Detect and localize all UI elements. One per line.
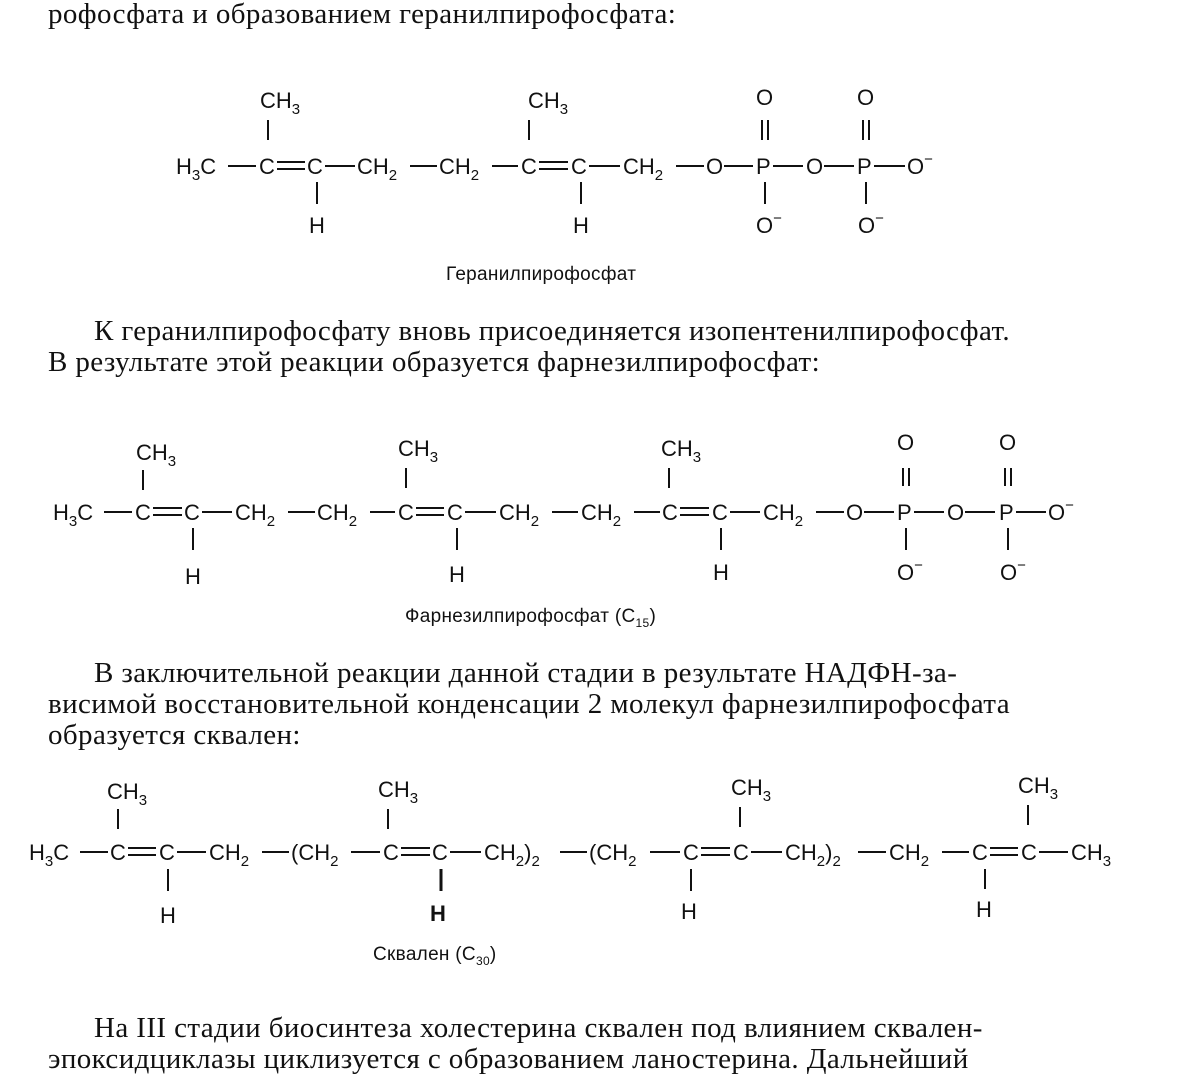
svg-text:C: C <box>110 840 126 865</box>
svg-text:C: C <box>1021 840 1037 865</box>
svg-text:CH2: $CH_2$ <box>763 500 804 530</box>
svg-text:CH2: $CH_2$ <box>581 500 622 530</box>
svg-text:H3C: $H_3C$ <box>53 500 94 530</box>
paragraph-1: К геранилпирофосфату вновь присоединяется изопентенилпирофосфат. В результате этой реакции образуется фарнезилпирофосфат: <box>48 315 1011 378</box>
svg-text:P: P <box>897 500 912 525</box>
svg-text:O−: O− <box>907 151 933 179</box>
svg-text:H: H <box>449 562 465 587</box>
oxygen-label: O <box>756 85 774 110</box>
svg-text:CH2)2: $CH_2)_2$ <box>785 840 841 870</box>
svg-text:P: P <box>999 500 1014 525</box>
geranyl-pyrophosphate-formula <box>0 70 1192 330</box>
svg-text:CH2: $CH_2$ <box>439 154 480 184</box>
geranyl-caption: Геранилпирофосфат <box>446 264 637 285</box>
svg-text:O: O <box>706 154 724 179</box>
squalene-formula <box>0 765 1192 935</box>
svg-text:H: H <box>713 560 729 585</box>
ch3-label: $CH_3$ <box>528 88 569 118</box>
svg-text:H: H <box>430 901 446 926</box>
svg-text:O−: O− <box>1000 557 1026 585</box>
svg-text:C: C <box>135 500 151 525</box>
svg-text:C: C <box>571 154 587 179</box>
svg-text:O: O <box>806 154 824 179</box>
svg-text:H: H <box>976 897 992 922</box>
svg-text:P: P <box>756 154 771 179</box>
svg-text:(CH2: ($CH_2$ <box>291 840 339 870</box>
svg-text:CH3: $CH_3$ <box>661 436 702 466</box>
svg-text:C: C <box>683 840 699 865</box>
svg-text:H: H <box>309 213 325 238</box>
svg-text:C: C <box>383 840 399 865</box>
svg-text:O: O <box>897 430 915 455</box>
svg-text:CH2: $CH_2$ <box>209 840 250 870</box>
svg-text:CH3: $CH_3$ <box>136 440 177 470</box>
intro-text: рофосфата и образованием геранилпирофосфата: <box>48 0 677 30</box>
svg-text:CH3: $CH_3$ <box>378 777 419 807</box>
ch3-label: $CH_3$ <box>260 88 301 118</box>
svg-text:CH3: $CH_3$ <box>107 779 148 809</box>
farnesyl-pyrophosphate-formula <box>0 420 1192 590</box>
svg-text:C: C <box>662 500 678 525</box>
svg-text:C: C <box>184 500 200 525</box>
svg-text:CH2: $CH_2$ <box>357 154 398 184</box>
svg-text:C: C <box>432 840 448 865</box>
svg-text:O−: O− <box>1048 497 1074 525</box>
svg-text:H: H <box>681 899 697 924</box>
paragraph-2: В заключительной реакции данной стадии в результате НАДФН-за- висимой восстановительной конденсации 2 молекул фарнезилпирофосфата образуется сквален: <box>48 657 1010 751</box>
svg-text:CH2: $CH_2$ <box>317 500 358 530</box>
svg-text:CH2: $CH_2$ <box>235 500 276 530</box>
svg-text:C: C <box>447 500 463 525</box>
svg-text:O: O <box>999 430 1017 455</box>
svg-text:O: O <box>947 500 965 525</box>
svg-text:C: C <box>398 500 414 525</box>
svg-text:CH3: $CH_3$ <box>1071 840 1112 870</box>
svg-text:C: C <box>521 154 537 179</box>
oxygen-label: O <box>857 85 875 110</box>
svg-text:O: O <box>846 500 864 525</box>
svg-text:(CH2: ($CH_2$ <box>589 840 637 870</box>
svg-text:C: C <box>712 500 728 525</box>
svg-text:CH3: $CH_3$ <box>731 775 772 805</box>
svg-text:H: H <box>160 903 176 928</box>
svg-text:CH3: $CH_3$ <box>1018 773 1059 803</box>
svg-text:C: C <box>259 154 275 179</box>
svg-text:C: C <box>307 154 323 179</box>
svg-text:C: C <box>733 840 749 865</box>
svg-text:CH3: $CH_3$ <box>398 436 439 466</box>
svg-text:P: P <box>857 154 872 179</box>
svg-text:H3C: $H_3C$ <box>29 840 70 870</box>
svg-text:H: H <box>185 564 201 589</box>
svg-text:H: H <box>573 213 589 238</box>
svg-text:CH2: $CH_2$ <box>889 840 930 870</box>
svg-text:O−: O− <box>858 210 884 238</box>
svg-text:O−: O− <box>897 557 923 585</box>
squalene-caption: Сквален $(C_{30})$ <box>373 944 497 968</box>
svg-text:O−: O− <box>756 210 782 238</box>
svg-text:C: C <box>972 840 988 865</box>
svg-text:H3C: $H_3C$ <box>176 154 217 184</box>
svg-text:CH2: $CH_2$ <box>623 154 664 184</box>
paragraph-3: На III стадии биосинтеза холестерина сквален под влиянием сквален- эпоксидциклазы циклизуется с образованием ланостерина. Дальнейший <box>48 1012 983 1075</box>
svg-text:CH2)2: $CH_2)_2$ <box>484 840 540 870</box>
svg-text:CH2: $CH_2$ <box>499 500 540 530</box>
svg-text:C: C <box>159 840 175 865</box>
farnesyl-caption: Фарнезилпирофосфат $(C_{15})$ <box>405 606 657 630</box>
